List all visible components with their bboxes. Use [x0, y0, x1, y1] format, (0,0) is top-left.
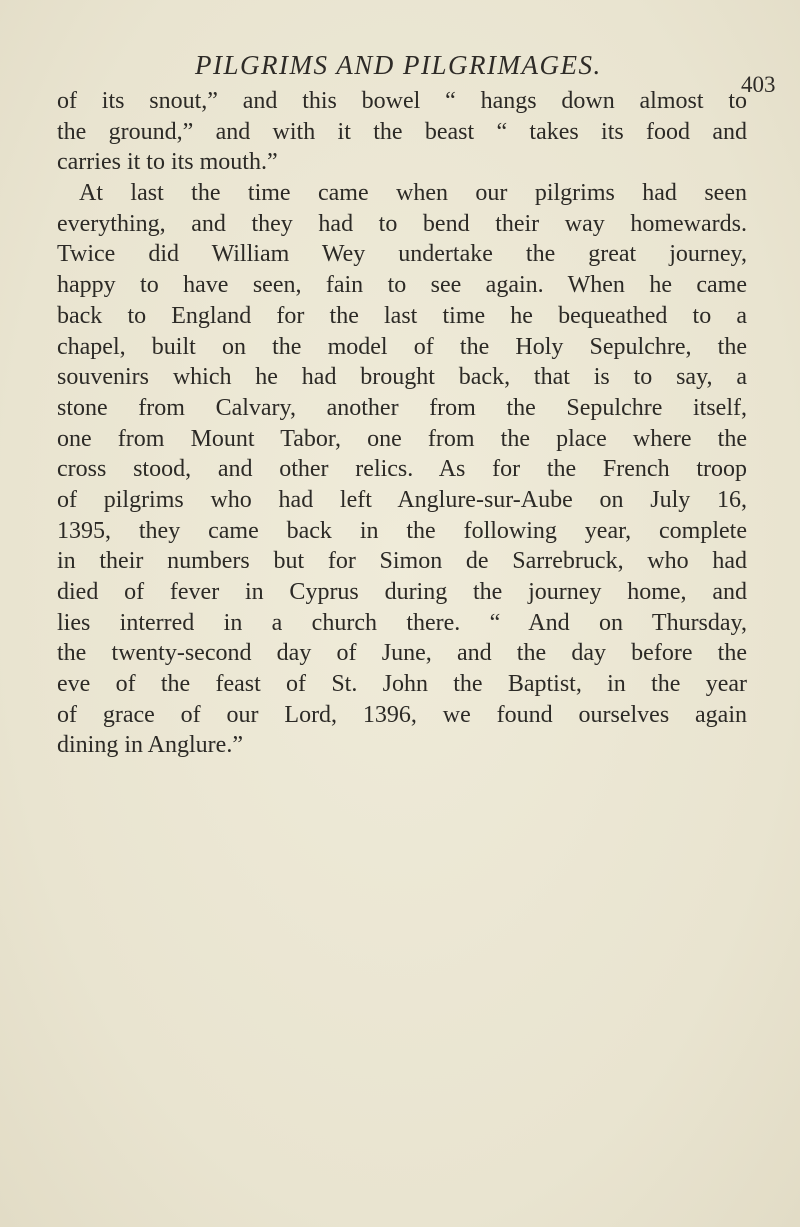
text-line: souvenirs which he had brought back, that is to say, a: [57, 364, 747, 391]
text-line: the twenty-second day of June, and the day before the: [57, 640, 747, 667]
text-line: eve of the feast of St. John the Baptist, in the year: [57, 671, 747, 698]
text-line: chapel, built on the model of the Holy Sepulchre, the: [57, 333, 747, 360]
text-line: Twice did William Wey undertake the great journey,: [57, 241, 747, 268]
running-head: PILGRIMS AND PILGRIMAGES.: [195, 50, 602, 80]
text-line: happy to have seen, fain to see again. When he came: [57, 272, 747, 299]
text-line: died of fever in Cyprus during the journey home, and: [57, 579, 747, 605]
text-line: the ground,” and with it the beast “ takes its food and: [57, 118, 747, 145]
text-line: dining in Anglure.”: [57, 732, 243, 759]
text-line: in their numbers but for Simon de Sarrebruck, who had: [57, 548, 747, 575]
text-line: of pilgrims who had left Anglure-sur-Aube on July 16,: [57, 486, 747, 513]
text-line: carries it to its mouth.”: [57, 149, 278, 176]
text-line: of grace of our Lord, 1396, we found ourselves again: [57, 701, 747, 728]
text-line: of its snout,” and this bowel “ hangs down almost to: [57, 88, 747, 114]
text-line: cross stood, and other relics. As for the French troop: [57, 456, 747, 483]
text-line: back to England for the last time he bequeathed to a: [57, 302, 747, 329]
body-text: [57, 86, 747, 761]
text-line: 1395, they came back in the following year, complete: [57, 517, 747, 544]
page-number: 403: [741, 72, 776, 97]
text-line: everything, and they had to bend their way homewards.: [57, 210, 747, 237]
text-line: lies interred in a church there. “ And on Thursday,: [57, 609, 747, 636]
text-line: one from Mount Tabor, one from the place where the: [57, 425, 747, 452]
text-line: stone from Calvary, another from the Sepulchre itself,: [57, 394, 747, 421]
paragraph-first-line: At last the time came when our pilgrims had seen: [79, 180, 747, 207]
